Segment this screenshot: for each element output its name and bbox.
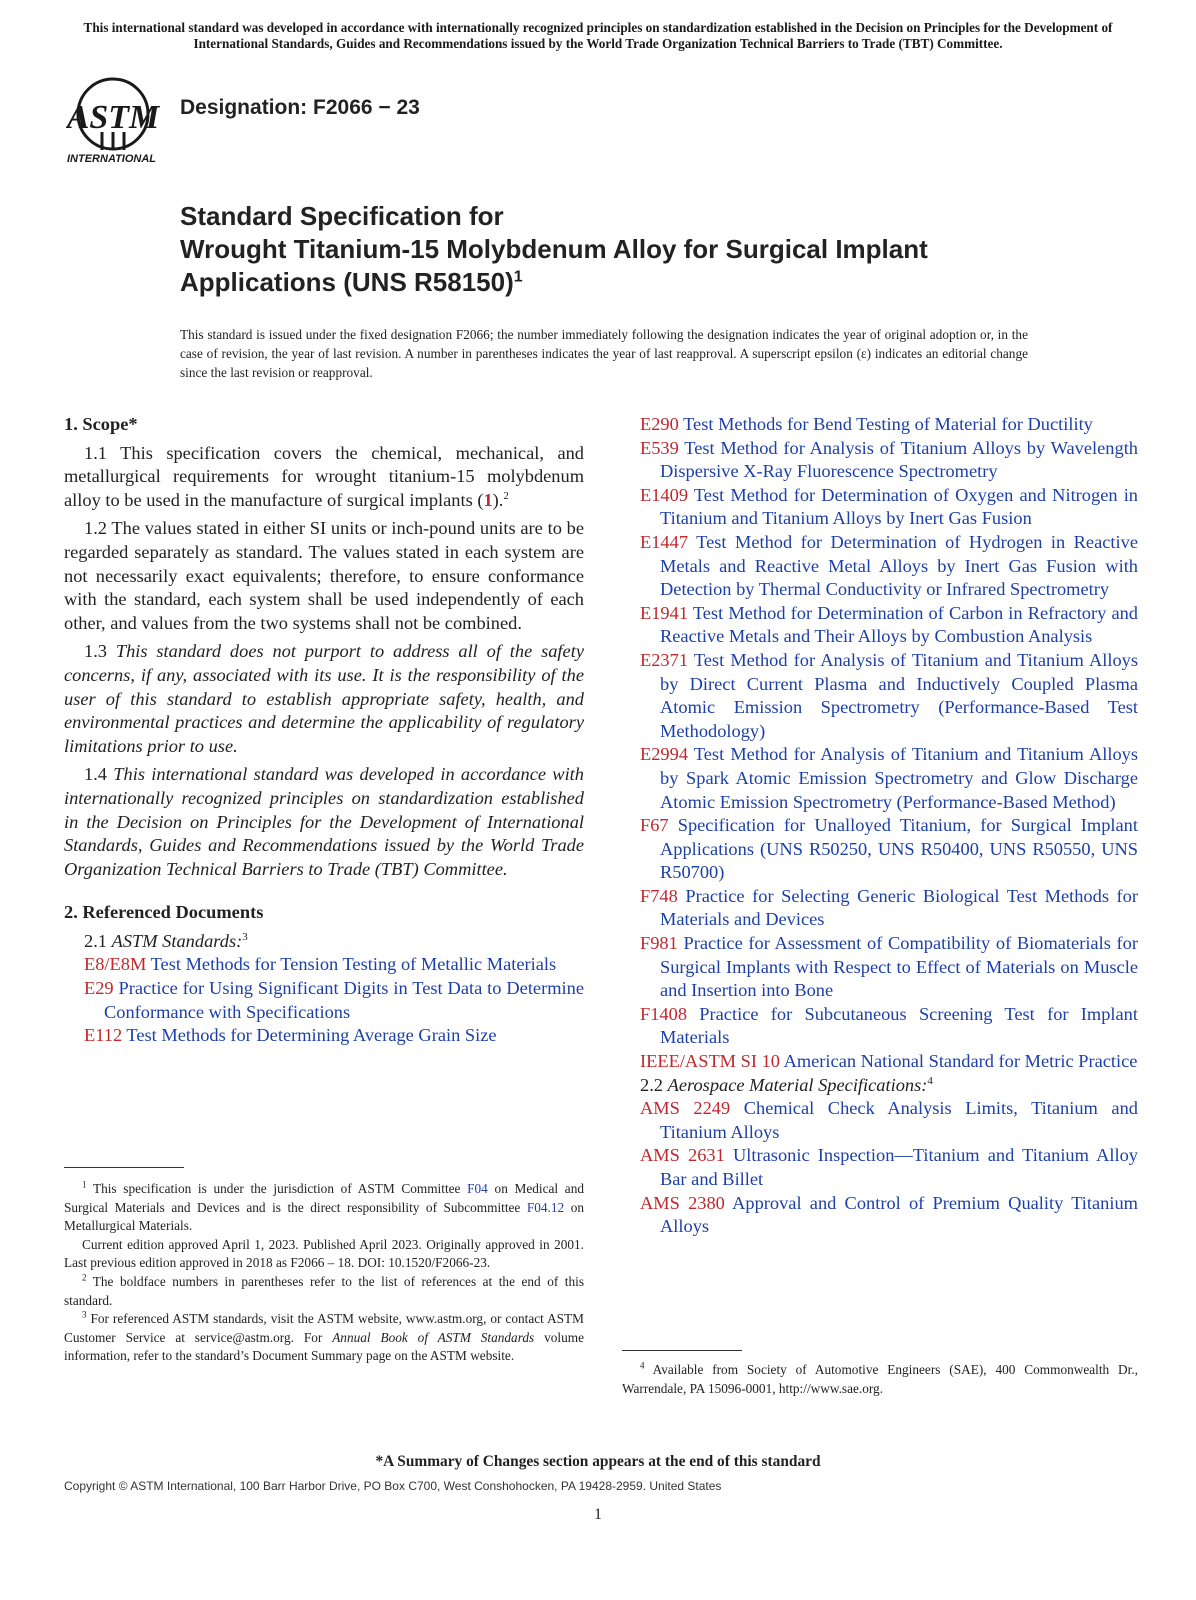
logo-wordmark: ASTM: [66, 99, 160, 136]
document-title: [180, 200, 1080, 299]
title-line-2: Wrought Titanium-15 Molybdenum Alloy for Surgical Implant: [180, 234, 928, 264]
reference-item[interactable]: E112 Test Methods for Determining Average Grain Size: [84, 1025, 497, 1046]
reference-item[interactable]: E1941 Test Method for Determination of Carbon in Refractory and Reactive Metals and Their Alloys by Combustion Analysis: [640, 602, 1139, 647]
summary-of-changes-note: *A Summary of Changes section appears at the end of this standard: [375, 1453, 821, 1470]
footnote-2: $^2$ The boldface numbers in parentheses refer to the list of references at the end of this standard.: [64, 1272, 584, 1308]
wto-notice: This international standard was developed in accordance with internationally recognized principles on standardization established in the Decision on Principles for the Development of International Standards, Guides and Recommendations issued by the World Trade Organization Technical Barriers to Trade (TBT) Committee.: [83, 20, 1113, 51]
issued-note: This standard is issued under the fixed designation F2066; the number immediately following the designation indicates the year of original adoption or, in the case of revision, the year of last revision. A number in parentheses indicates the year of last reapproval. A superscript epsilon (ε) indicates an editorial change since the last revision or reapproval.: [180, 327, 1028, 380]
page-number: 1: [594, 1506, 602, 1523]
footnote-divider: [64, 1167, 184, 1168]
reference-item[interactable]: AMS 2631 Ultrasonic Inspection—Titanium and Titanium Alloy Bar and Billet: [640, 1145, 1138, 1189]
right-column: [640, 413, 1138, 1239]
left-footnotes: [64, 1180, 584, 1366]
reference-item[interactable]: E1447 Test Method for Determination of Hydrogen in Reactive Metals and Reactive Metal Alloys by Inert Gas Fusion with Detection by Thermal Conductivity or Infrared Spectrometry: [640, 531, 1138, 600]
designation: Designation: F2066 − 23: [180, 96, 420, 119]
reference-item[interactable]: F981 Practice for Assessment of Compatibility of Biomaterials for Surgical Implants with Respect to Effect of Materials on Muscle and Insertion into Bone: [640, 933, 1138, 1001]
reference-item[interactable]: E29 Practice for Using Significant Digits in Test Data to Determine Conformance with Specifications: [84, 978, 584, 1022]
reference-item[interactable]: E2994 Test Method for Analysis of Titanium and Titanium Alloys by Spark Atomic Emission Spectrometry and Glow Discharge Atomic Emission Spectrometry (Performance-Based Method): [640, 744, 1139, 812]
reference-item[interactable]: F748 Practice for Selecting Generic Biological Test Methods for Materials and Devices: [640, 885, 1138, 930]
ams-label: 2.2 Aerospace Material Specifications:$^4$: [640, 1074, 933, 1095]
copyright: Copyright © ASTM International, 100 Barr Harbor Drive, PO Box C700, West Conshohocken, PA 19428-2959. United States: [64, 1479, 722, 1493]
scope-1-2: 1.2 The values stated in either SI units or inch-pound units are to be regarded separately as standard. The values stated in each system are not necessarily exact equivalents; therefore, to ensure conformance with the standard, each system shall be used independently of each other, and values from the two systems shall not be combined.: [64, 518, 584, 633]
reference-link[interactable]: 1: [483, 489, 493, 510]
logo-tagline: INTERNATIONAL: [67, 153, 157, 165]
title-line-1: Standard Specification for: [180, 201, 504, 231]
astm-standards-label: 2.1 ASTM Standards:$^3$: [84, 930, 248, 951]
reference-item[interactable]: E2371 Test Method for Analysis of Titanium and Titanium Alloys by Direct Current Plasma and Inductively Coupled Plasma Atomic Emission Spectrometry (Performance-Based Test Methodology): [640, 649, 1139, 741]
title-line-3: Applications (UNS R58150)$^1$: [180, 267, 523, 297]
scope-heading: 1. Scope*: [64, 414, 138, 434]
scope-1-3: 1.3 This standard does not purport to address all of the safety concerns, if any, associated with its use. It is the responsibility of the user of this standard to establish appropriate safety, health, and environmental practices and determine the applicability of regulatory limitations prior to use.: [64, 641, 584, 756]
title-footnote-mark: 1: [513, 268, 523, 286]
left-reference-list: [64, 953, 584, 1047]
reference-item[interactable]: AMS 2249 Chemical Check Analysis Limits, Titanium and Titanium Alloys: [640, 1098, 1138, 1142]
subcommittee-link[interactable]: F04.12: [526, 1199, 565, 1215]
astm-logo: [66, 70, 168, 168]
footnote-divider: [622, 1350, 742, 1351]
footnote-4: $^4$ Available from Society of Automotive Engineers (SAE), 400 Commonwealth Dr., Warrendale, PA 15096-0001, http://www.sae.org.: [622, 1360, 1138, 1396]
scope-1-1: 1.1 This specification covers the chemical, mechanical, and metallurgical requirements for wrought titanium-15 molybdenum alloy to be used in the manufacture of surgical implants (1).$^2$: [64, 442, 584, 510]
footnote-3: $^3$ For referenced ASTM standards, visit the ASTM website, www.astm.org, or contact ASTM Customer Service at service@astm.org. For Annual Book of ASTM Standards volume information, refer to the standard’s Document Summary page on the ASTM website.: [64, 1309, 585, 1364]
left-column: [64, 413, 584, 1048]
reference-item[interactable]: E290 Test Methods for Bend Testing of Material for Ductility: [640, 414, 1093, 434]
reference-item[interactable]: E8/E8M Test Methods for Tension Testing of Metallic Materials: [84, 954, 557, 975]
referenced-heading: 2. Referenced Documents: [64, 902, 264, 923]
footnote-1: $^1$ This specification is under the jurisdiction of ASTM Committee F04 on Medical and Surgical Materials and Devices and is the direct responsibility of Subcommittee F04.12 on Metallurgical Materials.: [64, 1179, 584, 1234]
reference-item[interactable]: F1408 Practice for Subcutaneous Screening Test for Implant Materials: [640, 1003, 1138, 1048]
committee-link[interactable]: F04: [467, 1181, 488, 1196]
reference-item[interactable]: F67 Specification for Unalloyed Titanium, for Surgical Implant Applications (UNS R50250, UNS R50400, UNS R50550, UNS R50700): [640, 815, 1138, 883]
reference-item[interactable]: E1409 Test Method for Determination of Oxygen and Nitrogen in Titanium and Titanium Alloys by Inert Gas Fusion: [640, 484, 1139, 529]
footnote-1-edition: Current edition approved April 1, 2023. Published April 2023. Originally approved in 2001. Last previous edition approved in 2018 as F2066 – 18. DOI: 10.1520/F2066-23.: [64, 1236, 584, 1271]
reference-item[interactable]: E539 Test Method for Analysis of Titanium Alloys by Wavelength Dispersive X-Ray Fluorescence Spectrometry: [640, 437, 1139, 482]
reference-item[interactable]: IEEE/ASTM SI 10 American National Standard for Metric Practice: [640, 1051, 1138, 1072]
scope-1-4: 1.4 This international standard was developed in accordance with internationally recognized principles on standardization established in the Decision on Principles for the Development of International Standards, Guides and Recommendations issued by the World Trade Organization Technical Barriers to Trade (TBT) Committee.: [64, 764, 584, 879]
reference-item[interactable]: AMS 2380 Approval and Control of Premium Quality Titanium Alloys: [640, 1192, 1138, 1237]
right-footnotes: [622, 1361, 1138, 1398]
